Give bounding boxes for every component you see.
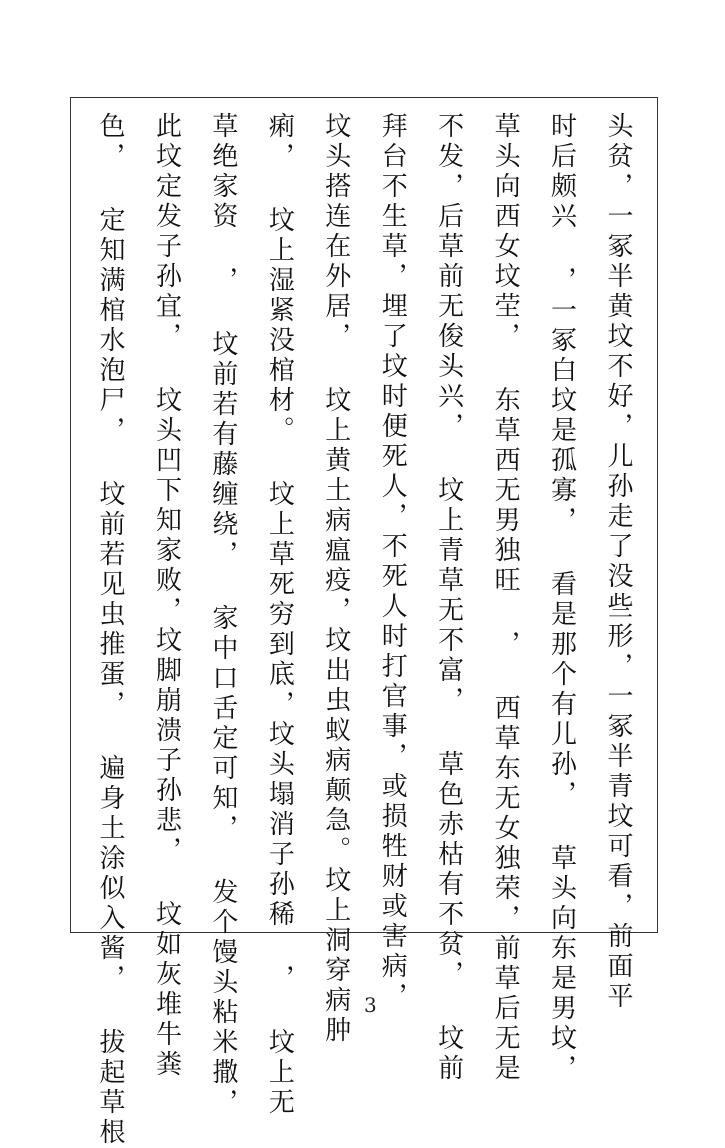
text-column-4: 不发，后草前无俊头兴， 坟上青草无不富， 草色赤枯有不贫， 坟前 [433, 112, 464, 1084]
text-column-9: 此坟定发子孙宜， 坟头凹下知家败，坟脚崩溃子孙悲， 坟如灰堆牛粪 [151, 112, 182, 1080]
text-column-1: 头贫，一冢半黄坟不好，儿孙走了没些形，一冢半青坟可看，前面平 [602, 112, 633, 1012]
text-column-2: 时后颇兴 ，一冢白坟是孤寡， 看是那个有儿孙， 草头向东是男坟， [546, 112, 577, 1084]
text-column-10: 色， 定知满棺水泡尸， 坟前若见虫推蛋， 遍身土涂似入酱， 拔起草根 [95, 112, 125, 1148]
text-columns [71, 98, 657, 1148]
text-column-3: 草头向西女坟茔， 东草西无男独旺 ， 西草东无女独荣，前草后无是 [490, 112, 521, 1084]
page-number: 3 [364, 993, 377, 1017]
text-column-6: 坟头搭连在外居， 坟上黄土病瘟疫，坟出虫蚁病颠急。坟上洞穿病肿 [320, 112, 351, 1046]
text-column-7: 痢， 坟上湿紧没棺材。 坟上草死穷到底，坟头塌消子孙稀 ， 坟上无 [264, 112, 295, 1118]
text-frame [70, 97, 658, 1148]
text-column-5: 拜台不生草，埋了坟时便死人，不死人时打官事，或损牲财或害病， [377, 112, 408, 1012]
text-column-8: 草绝家资 ， 坟前若有藤缠绕， 家中口舌定可知， 发个馒头粘米撒， [207, 112, 238, 1118]
